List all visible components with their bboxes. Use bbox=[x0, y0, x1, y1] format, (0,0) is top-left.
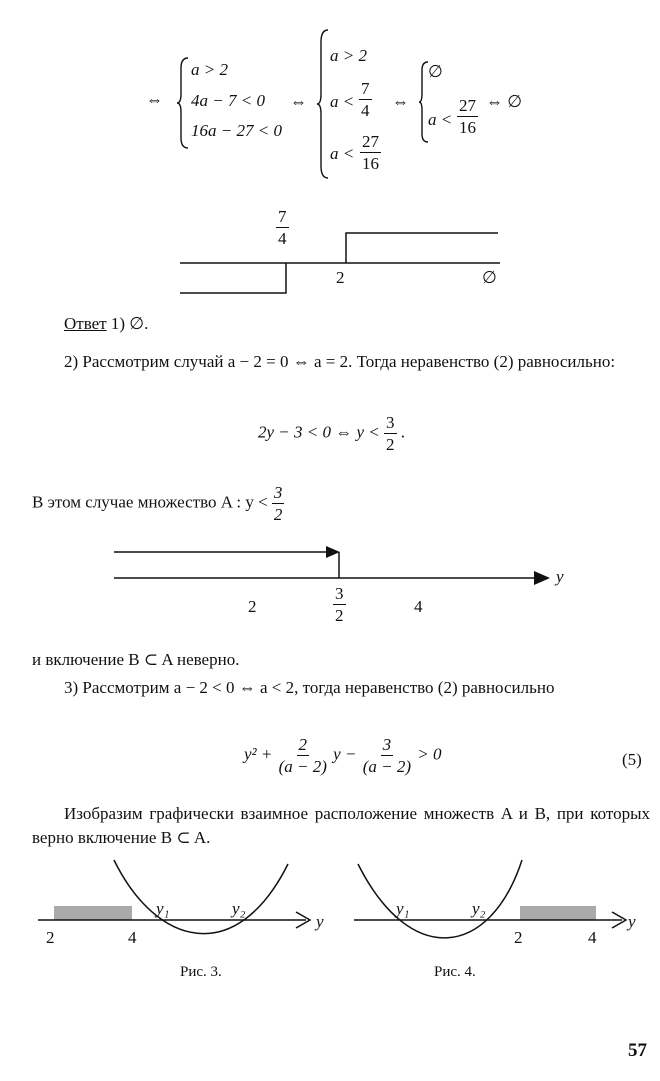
figure4-graph bbox=[350, 858, 650, 958]
system2-line3: a < bbox=[330, 144, 355, 163]
label-4: 4 bbox=[128, 928, 137, 947]
fraction-3-2: $\frac{3}{2}$ bbox=[273, 483, 283, 524]
fraction-7-4-label: $\frac{7}{4}$ bbox=[278, 207, 287, 248]
graph-paragraph: Изобразим графически взаимное расположение множеств A и B, при которых верно включение B ⊂ A. bbox=[32, 804, 650, 847]
system3-result: ⇔ ∅ bbox=[486, 92, 523, 111]
fraction-3-2: $\frac{3}{2}$ bbox=[386, 413, 395, 454]
root-y2-label: y₂ bbox=[232, 899, 246, 918]
case2-formula: 2y − 3 < 0 ⇔ y < $\frac{3}{2}$ . bbox=[258, 413, 406, 454]
label-4: 4 bbox=[414, 597, 423, 616]
answer-label: Ответ bbox=[64, 314, 107, 333]
fraction-3-2-label: $\frac{3}{2}$ bbox=[335, 584, 344, 625]
label-2: 2 bbox=[336, 268, 345, 287]
label-2: 2 bbox=[46, 928, 55, 947]
set-a-definition: В этом случае множество A : y < $\frac{3}{2}$ bbox=[32, 483, 283, 524]
label-2: 2 bbox=[514, 928, 523, 947]
diagram1-lines bbox=[170, 225, 510, 305]
figure3-caption: Рис. 3. bbox=[180, 964, 222, 980]
root-y1-label: y₁ bbox=[156, 899, 170, 918]
root-y1-label: y₁ bbox=[396, 899, 410, 918]
fraction-27-16: $\frac{27}{16}$ bbox=[459, 96, 476, 137]
figure3-graph bbox=[36, 858, 336, 958]
fraction-7-4: $\frac{7}{4}$ bbox=[361, 79, 370, 120]
axis-y-label: y bbox=[628, 912, 636, 931]
case2-paragraph: 2) Рассмотрим случай a − 2 = 0 ⇔ a = 2. Тогда неравенство (2) равносильно: bbox=[64, 352, 616, 371]
fraction-27-16: $\frac{27}{16}$ bbox=[362, 132, 379, 173]
label-2: 2 bbox=[248, 597, 257, 616]
answer-line bbox=[64, 312, 148, 336]
system3-line2: a < bbox=[428, 110, 453, 129]
diagram2-lines bbox=[110, 540, 560, 590]
answer-text: 1) ∅. bbox=[106, 314, 149, 333]
equation-number: (5) bbox=[622, 750, 642, 769]
equiv-symbol: ⇔ bbox=[290, 92, 307, 111]
axis-y-label: y bbox=[556, 567, 564, 586]
equiv-symbol: ⇔ bbox=[146, 90, 163, 109]
axis-y-label: y bbox=[316, 912, 324, 931]
empty-set-label: ∅ bbox=[482, 268, 497, 287]
fraction-2-a-minus-2: $\frac{2}{(a - 2)}$ bbox=[278, 735, 327, 776]
system3-line1: ∅ bbox=[428, 62, 443, 81]
system1-line1: a > 2 bbox=[191, 60, 228, 79]
root-y2-label: y₂ bbox=[472, 899, 486, 918]
left-brace-2 bbox=[316, 28, 330, 180]
left-brace-1 bbox=[176, 56, 190, 150]
equiv-symbol: ⇔ bbox=[392, 92, 409, 111]
system2-line2: a < bbox=[330, 92, 355, 111]
system1-line3: 16a − 27 < 0 bbox=[191, 121, 282, 140]
inclusion-false-text: и включение B ⊂ A неверно. bbox=[32, 650, 240, 669]
system2-line1: a > 2 bbox=[330, 46, 367, 65]
fraction-3-a-minus-2: $\frac{3}{(a - 2)}$ bbox=[362, 735, 411, 776]
case3-paragraph: 3) Рассмотрим a − 2 < 0 ⇔ a < 2, тогда неравенство (2) равносильно bbox=[64, 678, 555, 697]
figure4-caption: Рис. 4. bbox=[434, 964, 476, 980]
inequality-5: y² + $\frac{2}{(a - 2)}$ y − $\frac{3}{(a - 2)}$ > 0 bbox=[244, 735, 442, 776]
system1-line2: 4a − 7 < 0 bbox=[191, 91, 265, 110]
label-4: 4 bbox=[588, 928, 597, 947]
page-number: 57 bbox=[628, 1040, 647, 1061]
